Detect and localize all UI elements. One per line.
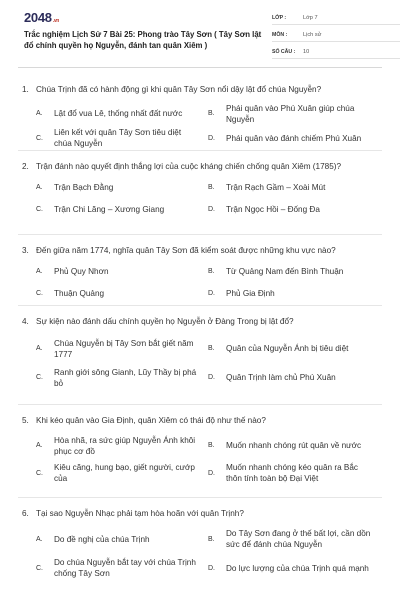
option-a[interactable] [36,432,208,459]
option-text: Lật đổ vua Lê, thống nhất đất nước [54,109,183,118]
question-5 [18,405,382,498]
option-text: Chúa Nguyễn bị Tây Sơn bắt giết năm 1777 [54,338,194,359]
options-grid [36,176,382,220]
option-text: Do lực lượng của chúa Trịnh quá mạnh [226,563,369,573]
options-grid [36,102,382,151]
option-d[interactable] [208,125,382,151]
question-number: 6. [22,509,29,518]
question-body: Tại sao Nguyễn Nhạc phải tạm hòa hoãn với quân Trịnh? [36,509,244,518]
option-letter: B. [208,442,215,449]
option-text: Do Tây Sơn đang ở thế bất lợi, cần dồn sức để đánh chúa Nguyễn [226,529,371,549]
option-text: Muốn nhanh chóng rút quân về nước [226,441,362,450]
option-text: Phái quân vào đánh chiếm Phú Xuân [226,133,362,143]
option-text: Trận Rạch Gầm – Xoài Mút [226,182,326,192]
option-text: Trận Bạch Đằng [54,182,114,192]
meta-row-subject [272,29,400,42]
option-text: Ranh giới sông Gianh, Lũy Thầy bị phá bỏ [54,367,197,388]
option-c[interactable] [36,125,208,151]
question-2 [18,151,382,235]
question-4 [18,306,382,405]
question-text [18,508,382,520]
option-letter: D. [208,134,215,142]
options-grid [36,432,382,487]
option-text: Quân của Nguyễn Ánh bị tiêu diệt [226,344,349,353]
option-b[interactable] [208,260,382,282]
option-c[interactable] [36,282,208,304]
meta-label: LỚP : [272,15,287,21]
option-c[interactable] [36,459,208,487]
option-text: Phủ Quy Nhơn [54,266,109,276]
option-letter: C. [36,205,43,213]
meta-value: Lớp 7 [303,15,318,21]
meta-row-class [272,12,400,25]
question-number: 2. [22,162,29,171]
option-letter: D. [208,469,215,477]
option-letter: B. [208,267,215,275]
option-text: Do chúa Nguyễn bắt tay với chúa Trịnh chống Tây Sơn [54,558,196,578]
logo-text: 2048 [24,10,52,25]
option-text: Thuận Quảng [54,288,105,298]
option-d[interactable] [208,282,382,304]
question-text [18,161,382,173]
option-letter: D. [208,289,215,297]
meta-row-count [272,46,400,59]
option-d[interactable] [208,198,382,220]
options-grid [36,334,382,392]
question-1 [18,68,382,151]
option-text: Kiêu căng, hung bạo, giết người, cướp của [54,463,195,483]
question-body: Chúa Trịnh đã có hành động gì khi quân Tây Sơn nổi dậy lật đổ chúa Nguyễn? [36,85,322,94]
options-grid [36,260,382,304]
option-a[interactable] [36,176,208,198]
meta-value: Lịch sử [303,32,322,38]
option-letter: A. [36,442,43,449]
question-text [18,415,382,427]
option-letter: A. [36,267,43,275]
option-a[interactable] [36,525,208,553]
question-body: Đến giữa năm 1774, nghĩa quân Tây Sơn đã kiểm soát được những khu vực nào? [36,246,336,255]
meta-label: SỐ CÂU : [272,49,296,55]
option-text: Quân Trịnh làm chủ Phú Xuân [226,373,336,382]
question-number: 5. [22,416,29,425]
option-text: Liên kết với quân Tây Sơn tiêu diệt chúa Nguyễn [54,128,182,148]
option-text: Trận Ngọc Hồi – Đống Đa [226,204,320,214]
option-b[interactable] [208,102,382,125]
option-b[interactable] [208,432,382,459]
option-d[interactable] [208,553,382,583]
option-letter: C. [36,564,43,572]
meta-value: 10 [303,49,310,55]
option-letter: C. [36,134,43,142]
option-a[interactable] [36,260,208,282]
option-text: Hòa nhã, ra sức giúp Nguyễn Ánh khôi phục cơ đồ [54,435,196,456]
quiz-meta [272,12,400,63]
question-body: Khi kéo quân vào Gia Định, quân Xiêm có thái độ như thế nào? [36,416,266,425]
option-letter: D. [208,374,215,381]
option-text: Trận Chi Lăng – Xương Giang [54,204,165,214]
option-letter: B. [208,110,215,117]
question-3 [18,235,382,306]
question-number: 4. [22,317,29,326]
page-title: Trắc nghiệm Lịch Sử 7 Bài 25: Phong trào Tây Sơn ( Tây Sơn lật đổ chính quyền họ Nguyễn, đánh tan quân Xiêm ) [24,30,262,50]
option-letter: B. [208,535,215,543]
option-a[interactable] [36,102,208,125]
option-letter: B. [208,183,215,191]
option-c[interactable] [36,198,208,220]
option-b[interactable] [208,334,382,363]
options-grid [36,525,382,583]
logo-domain: .vn [52,18,60,24]
question-text [18,316,382,328]
question-body: Trận đánh nào quyết định thắng lợi của cuộc kháng chiến chống quân Xiêm (1785)? [36,162,342,171]
option-b[interactable] [208,176,382,198]
question-text [18,84,382,96]
meta-label: MÔN : [272,32,288,38]
option-text: Từ Quảng Nam đến Bình Thuận [226,266,344,276]
question-number: 3. [22,246,29,255]
site-logo[interactable] [24,10,59,25]
question-number: 1. [22,85,29,94]
option-letter: A. [36,110,43,117]
option-text: Muốn nhanh chóng kéo quân ra Bắc thôn tính toàn bộ Đại Việt [226,463,359,483]
question-6 [18,498,382,600]
option-text: Phủ Gia Định [226,288,275,298]
question-text [18,245,382,257]
option-letter: C. [36,469,43,477]
option-letter: A. [36,183,43,191]
option-a[interactable] [36,334,208,363]
question-body: Sự kiện nào đánh dấu chính quyền họ Nguyễn ở Đàng Trong bị lật đổ? [36,317,294,326]
option-c[interactable] [36,553,208,583]
option-d[interactable] [208,459,382,487]
option-letter: D. [208,564,215,572]
option-c[interactable] [36,363,208,392]
page-header [18,0,382,68]
option-letter: A. [36,345,43,352]
option-letter: D. [208,205,215,213]
option-text: Phái quân vào Phú Xuân giúp chúa Nguyễn [226,103,355,124]
option-letter: C. [36,374,43,381]
option-text: Do đề nghị của chúa Trịnh [54,534,150,544]
option-letter: C. [36,289,43,297]
option-letter: A. [36,535,43,543]
option-letter: B. [208,345,215,352]
option-d[interactable] [208,363,382,392]
option-b[interactable] [208,525,382,553]
